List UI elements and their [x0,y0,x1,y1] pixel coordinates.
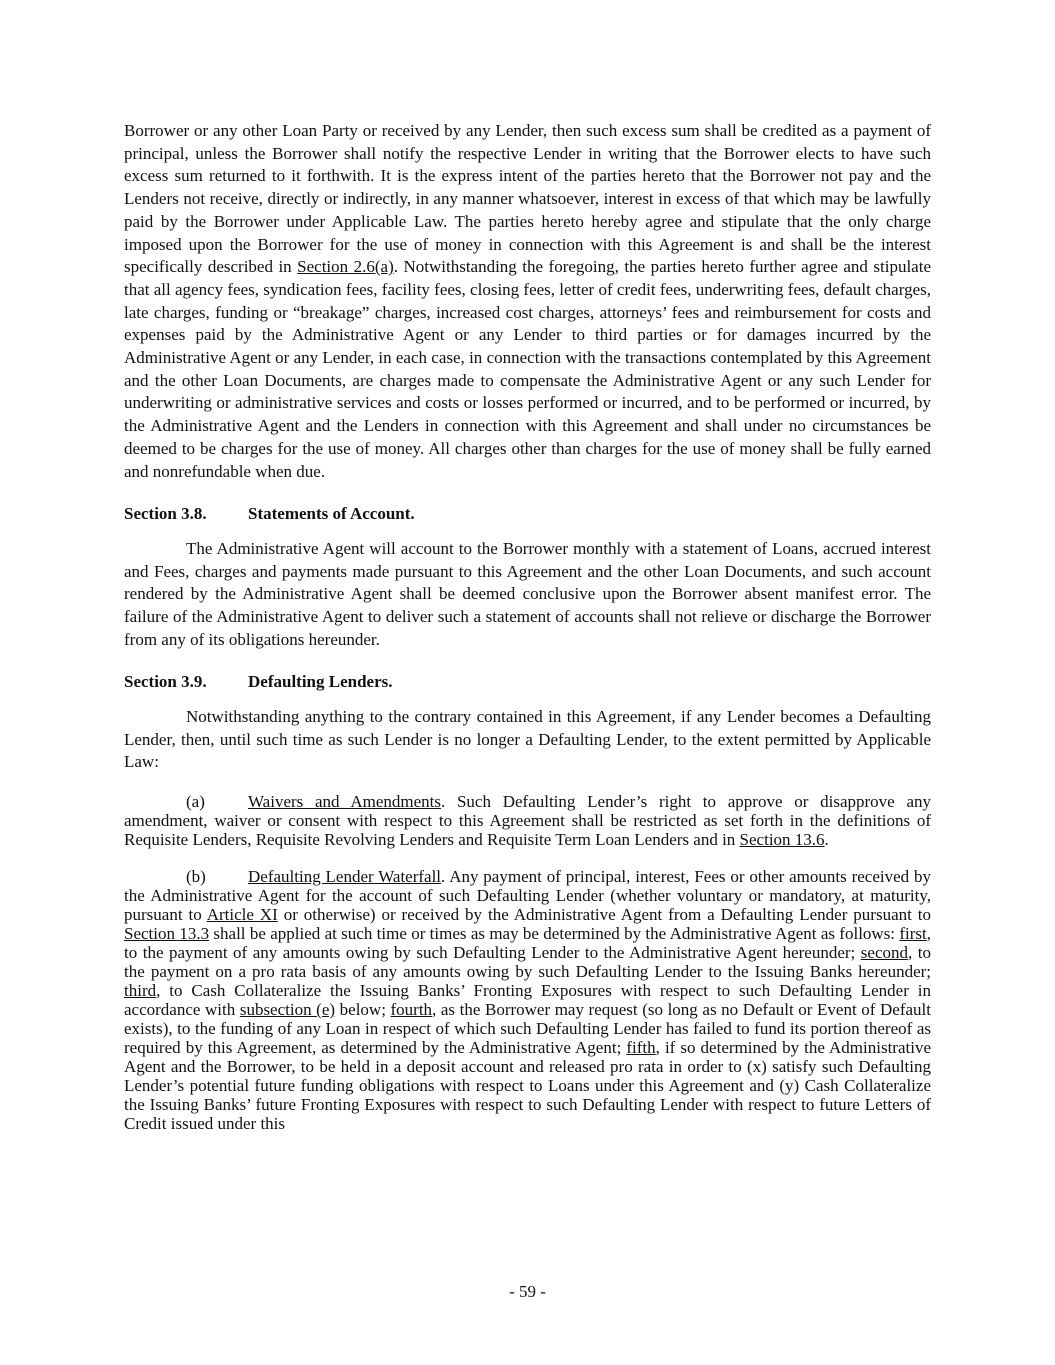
subsection-a: (a) Waivers and Amendments. Such Defaulting Lender’s right to approve or disapprove any amendment, waiver or consent with respect to this Agreement shall be restricted as set forth in the definitions of Requisite Lenders, Requisite Revolving Lenders and Requisite Term Loan Lenders and in Section 13.6. [124,792,931,849]
term-fourth: fourth [390,1000,433,1019]
section-3-9-body: Notwithstanding anything to the contrary contained in this Agreement, if any Lender becomes a Defaulting Lender, then, until such time as such Lender is no longer a Defaulting Lender, to the extent permitted by Applicable Law: [124,707,931,772]
article-ref-xi: Article XI [206,905,278,924]
section-3-9-heading: Section 3.9. Defaulting Lenders. [124,672,393,692]
paragraph-usury: Borrower or any other Loan Party or received by any Lender, then such excess sum shall be credited as a payment of principal, unless the Borrower shall notify the respective Lender in writing that the Borrower elects to have such excess sum returned to it forthwith. It is the express intent of the parties hereto that the Borrower not pay and the Lenders not receive, directly or indirectly, in any manner whatsoever, interest in excess of that which may be lawfully paid by the Borrower under Applicable Law. The parties hereto hereby agree and stipulate that the only charge imposed upon the Borrower for the use of money in connection with this Agreement is and shall be the interest specifically described in Section 2.6(a). Notwithstanding the foregoing, the parties hereto further agree and stipulate that all agency fees, syndication fees, facility fees, closing fees, letter of credit fees, underwriting fees, default charges, late charges, funding or “breakage” charges, increased cost charges, attorneys’ fees and reimbursement for costs and expenses paid by the Administrative Agent or any Lender to third parties or for damages incurred by the Administrative Agent or any Lender, in each case, in connection with the transactions contemplated by this Agreement and the other Loan Documents, are charges made to compensate the Administrative Agent or any such Lender for underwriting or administrative services and costs or losses performed or incurred, and to be performed or incurred, by the Administrative Agent and the Lenders in connection with this Agreement and shall under no circumstances be deemed to be charges for the use of money. All charges other than charges for the use of money shall be fully earned and nonrefundable when due. [124,121,931,481]
subsection-a-heading: Waivers and Amendments [248,792,441,811]
section-ref-2-6a: Section 2.6(a) [297,257,394,277]
section-ref-13-3: Section 13.3 [124,924,210,943]
term-fifth: fifth [626,1038,656,1057]
term-first: first [899,924,927,943]
term-second: second [860,943,909,962]
section-ref-13-6: Section 13.6 [739,830,825,849]
page-number: - 59 - [509,1282,546,1301]
document-page [124,120,931,1133]
subsection-b-heading: Defaulting Lender Waterfall [248,867,442,886]
term-third: third [124,981,157,1000]
section-3-8-body: The Administrative Agent will account to the Borrower monthly with a statement of Loans, accrued interest and Fees, charges and payments made pursuant to this Agreement and the other Loan Documents, and such account rendered by the Administrative Agent shall be deemed conclusive upon the Borrower absent manifest error. The failure of the Administrative Agent to deliver such a statement of accounts shall not relieve or discharge the Borrower from any of its obligations hereunder. [124,539,931,649]
section-3-8-heading: Section 3.8. Statements of Account. [124,504,415,524]
subsection-b: (b) Defaulting Lender Waterfall. Any payment of principal, interest, Fees or other amounts received by the Administrative Agent for the account of such Defaulting Lender (whether voluntary or mandatory, at maturity, pursuant to Article XI or otherwise) or received by the Administrative Agent from a Defaulting Lender pursuant to Section 13.3 shall be applied at such time or times as may be determined by the Administrative Agent as follows: first, to the payment of any amounts owing by such Defaulting Lender to the Administrative Agent hereunder; second, to the payment on a pro rata basis of any amounts owing by such Defaulting Lender to the Issuing Banks hereunder; third, to Cash Collateralize the Issuing Banks’ Fronting Exposures with respect to such Defaulting Lender in accordance with subsection (e) below; fourth, as the Borrower may request (so long as no Default or Event of Default exists), to the funding of any Loan in respect of which such Defaulting Lender has failed to fund its portion thereof as required by this Agreement, as determined by the Administrative Agent; fifth, if so determined by the Administrative Agent and the Borrower, to be held in a deposit account and released pro rata in order to (x) satisfy such Defaulting Lender’s potential future funding obligations with respect to Loans under this Agreement and (y) Cash Collateralize the Issuing Banks’ future Fronting Exposures with respect to such Defaulting Lender with respect to future Letters of Credit issued under this [124,867,931,1133]
subsection-ref-e: subsection (e) [239,1000,336,1019]
